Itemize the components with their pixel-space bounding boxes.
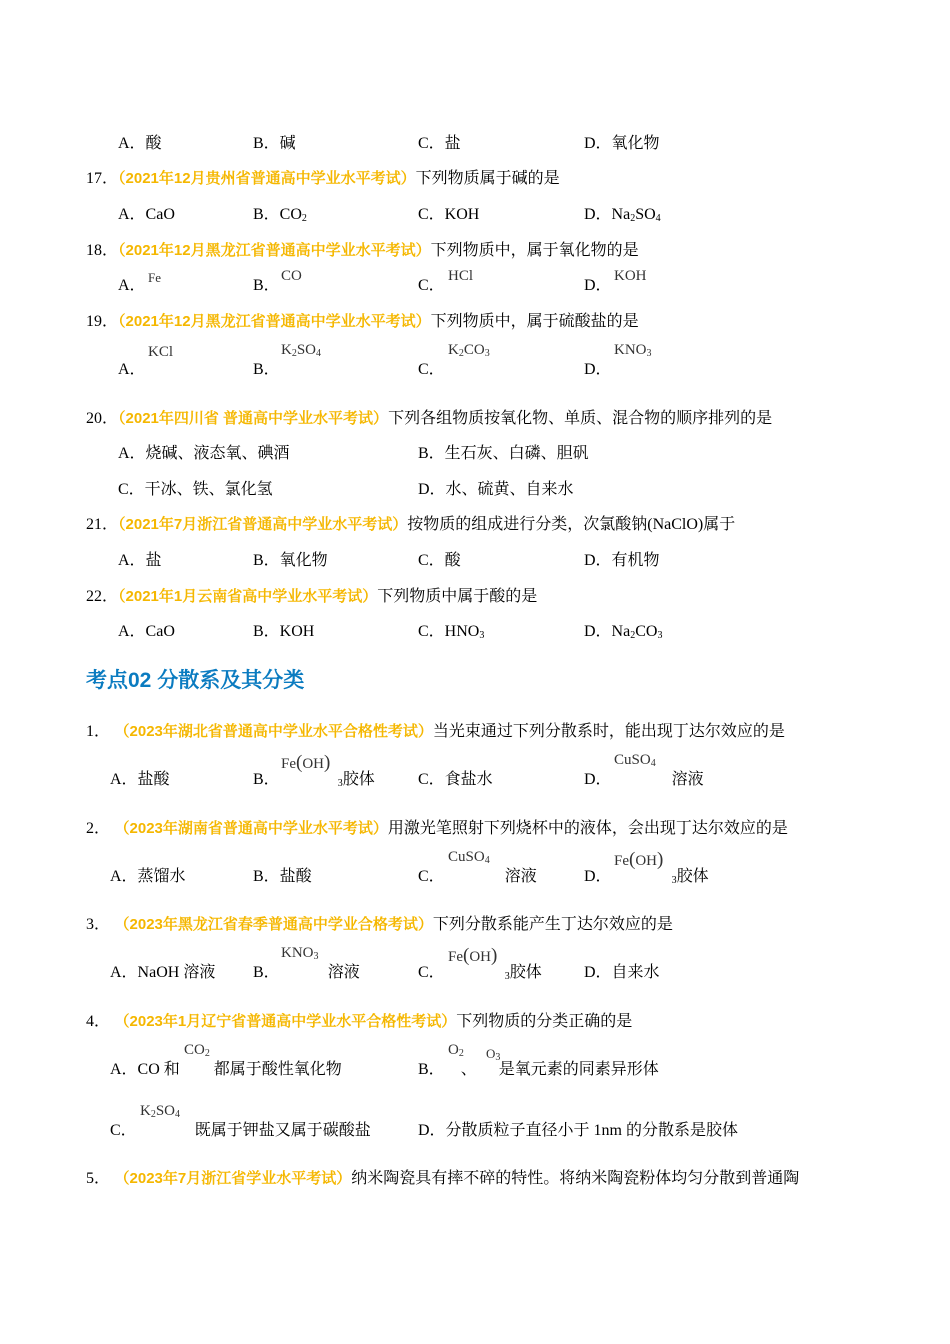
section-question-2 — [86, 815, 788, 838]
question-number: 3． — [86, 916, 111, 933]
q21-option-a: A．盐 — [118, 552, 162, 569]
question-source: （2023年黑龙江省春季普通高中学业合格考试） — [122, 916, 433, 933]
q19-option-a: A． KCl — [118, 344, 174, 378]
s4-option-a: A．CO 和 $CO_2$ 都属于酸性氧化物 — [110, 1042, 342, 1078]
question-17 — [86, 165, 560, 188]
question-21 — [86, 511, 735, 534]
question-number: 2． — [86, 820, 111, 837]
question-number: 20． — [86, 410, 119, 427]
s3-option-d: D．自来水 — [584, 964, 660, 981]
question-source: （2021年四川省 普通高中学业水平考试） — [118, 410, 389, 427]
question-source: （2023年湖北省普通高中学业水平合格性考试） — [122, 723, 433, 740]
s1-option-d: D． CuSO$_4$ 溶液 — [584, 752, 704, 788]
question-number: 18． — [86, 242, 119, 259]
question-number: 22． — [86, 588, 119, 605]
question-number: 21． — [86, 516, 119, 533]
s4-option-d: D．分散质粒子直径小于 1nm 的分散系是胶体 — [418, 1122, 739, 1139]
s2-option-a: A．蒸馏水 — [110, 868, 186, 885]
q19-option-c: C． $K_2CO_3$ — [418, 342, 490, 378]
q19-option-b: B． $K_2SO_4$ — [253, 342, 322, 378]
question-number: 1． — [86, 723, 111, 740]
question-number: 19． — [86, 313, 119, 330]
q20-option-b: B．生石灰、白磷、胆矾 — [418, 445, 589, 462]
s2-option-d: D． Fe(OH) $_3$胶体 — [584, 849, 709, 886]
q22-option-a: A．CaO — [118, 623, 175, 640]
question-number: 17． — [86, 170, 119, 187]
q21-option-b: B．氧化物 — [253, 552, 328, 569]
question-source: （2021年12月黑龙江省普通高中学业水平考试） — [118, 242, 431, 259]
q16-option-a: A．酸 — [118, 135, 162, 152]
question-stem: 下列分散系能产生丁达尔效应的是 — [432, 916, 673, 933]
question-stem: 按物质的组成进行分类，次氯酸钠(NaClO)属于 — [407, 516, 736, 533]
q17-option-d: D．$Na_2SO_4$ — [584, 206, 661, 224]
s3-option-b: B． $KNO_3$ 溶液 — [253, 945, 360, 981]
question-stem: 当光束通过下列分散系时，能出现丁达尔效应的是 — [432, 723, 785, 740]
question-source: （2023年1月辽宁省普通高中学业水平合格性考试） — [122, 1013, 457, 1030]
section-question-3 — [86, 911, 673, 934]
question-18 — [86, 237, 639, 260]
q16-option-d: D．氧化物 — [584, 135, 660, 152]
q21-option-d: D．有机物 — [584, 552, 660, 569]
section-question-5 — [86, 1165, 799, 1188]
question-20 — [86, 405, 772, 428]
question-number: 4． — [86, 1013, 111, 1030]
q17-option-a: A．CaO — [118, 206, 175, 223]
s3-option-a: A．NaOH 溶液 — [110, 964, 216, 981]
question-source: （2021年12月黑龙江省普通高中学业水平考试） — [118, 313, 431, 330]
question-source: （2021年7月浙江省普通高中学业水平考试） — [118, 516, 408, 533]
question-source: （2023年7月浙江省学业水平考试） — [122, 1170, 352, 1187]
q16-option-c: C．盐 — [418, 135, 461, 152]
q16-option-b: B．碱 — [253, 135, 296, 152]
q20-option-a: A．烧碱、液态氧、碘酒 — [118, 445, 290, 462]
question-stem: 下列各组物质按氧化物、单质、混合物的顺序排列的是 — [388, 410, 773, 427]
q18-option-b: B． CO — [253, 268, 302, 294]
q20-option-d: D．水、硫黄、自来水 — [418, 481, 574, 498]
q22-option-c: C．$HNO_3$ — [418, 623, 485, 641]
q22-option-b: B．KOH — [253, 623, 315, 640]
question-stem: 用激光笔照射下列烧杯中的液体，会出现丁达尔效应的是 — [387, 820, 788, 837]
section-question-4 — [86, 1008, 632, 1031]
s3-option-c: C． Fe(OH) $_3$胶体 — [418, 945, 542, 982]
s2-option-c: C． CuSO$_4$ 溶液 — [418, 849, 537, 885]
q19-option-d: D． $KNO_3$ — [584, 342, 652, 378]
q18-option-a: A． Fe — [118, 270, 161, 294]
q18-option-c: C． HCl — [418, 268, 474, 294]
s4-option-c: C． $K_2SO_4$ 既属于钾盐又属于碳酸盐 — [110, 1103, 371, 1139]
question-stem: 下列物质属于碱的是 — [415, 170, 560, 187]
q20-option-c: C．干冰、铁、氯化氢 — [118, 481, 273, 498]
s1-option-c: C．食盐水 — [418, 771, 493, 788]
section-question-1 — [86, 718, 785, 741]
q18-option-d: D． KOH — [584, 268, 647, 294]
s1-option-b: B． Fe(OH) $_3$胶体 — [253, 752, 375, 789]
question-stem: 下列物质中，属于氧化物的是 — [430, 242, 639, 259]
q22-option-d: D．$Na_2CO_3$ — [584, 623, 663, 641]
q21-option-c: C．酸 — [418, 552, 461, 569]
question-source: （2023年湖南省普通高中学业水平考试） — [122, 820, 388, 837]
s4-option-b: B． $O_2$ 、 $O_3$ 是氧元素的同素异形体 — [418, 1042, 659, 1078]
question-22 — [86, 583, 537, 606]
question-source: （2021年12月贵州省普通高中学业水平考试） — [118, 170, 416, 187]
question-stem: 纳米陶瓷具有摔不碎的特性。将纳米陶瓷粉体均匀分散到普通陶 — [351, 1170, 800, 1187]
section-heading: 考点02 分散系及其分类 — [86, 669, 305, 692]
question-19 — [86, 308, 639, 331]
question-stem: 下列物质中，属于硫酸盐的是 — [430, 313, 639, 330]
q17-option-c: C．KOH — [418, 206, 480, 223]
q17-option-b: B．$CO_2$ — [253, 206, 307, 224]
question-stem: 下列物质中属于酸的是 — [377, 588, 538, 605]
question-source: （2021年1月云南省高中学业水平考试） — [118, 588, 378, 605]
question-stem: 下列物质的分类正确的是 — [456, 1013, 633, 1030]
s2-option-b: B．盐酸 — [253, 868, 312, 885]
question-number: 5． — [86, 1170, 111, 1187]
s1-option-a: A．盐酸 — [110, 771, 170, 788]
